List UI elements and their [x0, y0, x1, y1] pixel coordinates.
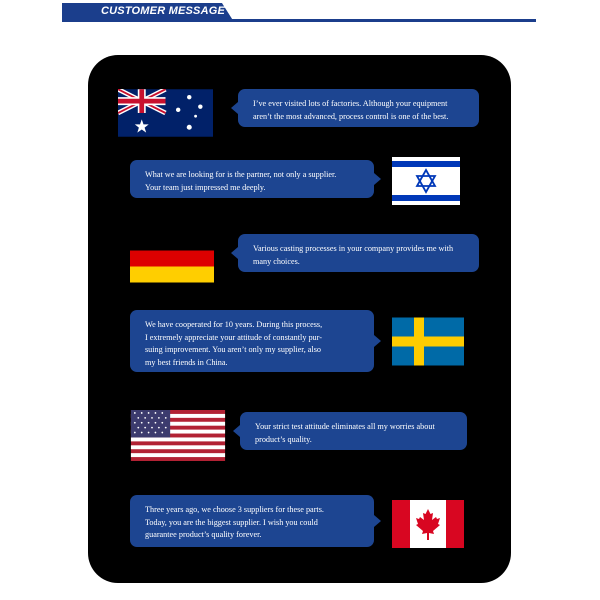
message-line: Your team just impressed me deeply. [145, 182, 266, 192]
message-line: aren’t the most advanced, process control is one of the best. [253, 111, 449, 121]
header-rule [62, 19, 536, 22]
message-line: Today, you are the biggest supplier. I wish you could [145, 517, 318, 527]
message-line: Your strict test attitude eliminates all my worries about [255, 422, 435, 431]
israel-flag-icon [392, 157, 460, 205]
message-line: my best friends in China. [145, 357, 228, 367]
message-bubble-canada [130, 495, 374, 547]
message-line: What we are looking for is the partner, not only a supplier. [145, 170, 337, 179]
usa-flag-icon [130, 410, 226, 461]
canada-flag-icon [392, 500, 464, 548]
australia-flag-icon [118, 89, 213, 137]
message-line: Three years ago, we choose 3 suppliers for these parts. [145, 505, 324, 514]
germany-flag-icon [130, 234, 214, 283]
message-bubble-israel [130, 160, 374, 198]
message-bubble-sweden [130, 310, 374, 372]
message-line: We have cooperated for 10 years. During this process, [145, 320, 323, 329]
message-bubble-usa [240, 412, 467, 450]
message-line: I’ve ever visited lots of factories. Although your equipment [253, 99, 448, 108]
message-line: I extremely appreciate your attitude of constantly pur- [145, 332, 322, 342]
message-bubble-germany [238, 234, 479, 272]
message-line: guarantee product’s quality forever. [145, 530, 262, 540]
message-line: many choices. [253, 256, 300, 266]
message-line: suing improvement. You aren’t only my supplier, also [145, 345, 321, 355]
page-title: CUSTOMER MESSAGE [101, 5, 226, 17]
sweden-flag-icon [392, 317, 464, 366]
message-bubble-australia [238, 89, 479, 127]
message-line: product’s quality. [255, 434, 312, 444]
message-line: Various casting processes in your company provides me with [253, 244, 454, 253]
